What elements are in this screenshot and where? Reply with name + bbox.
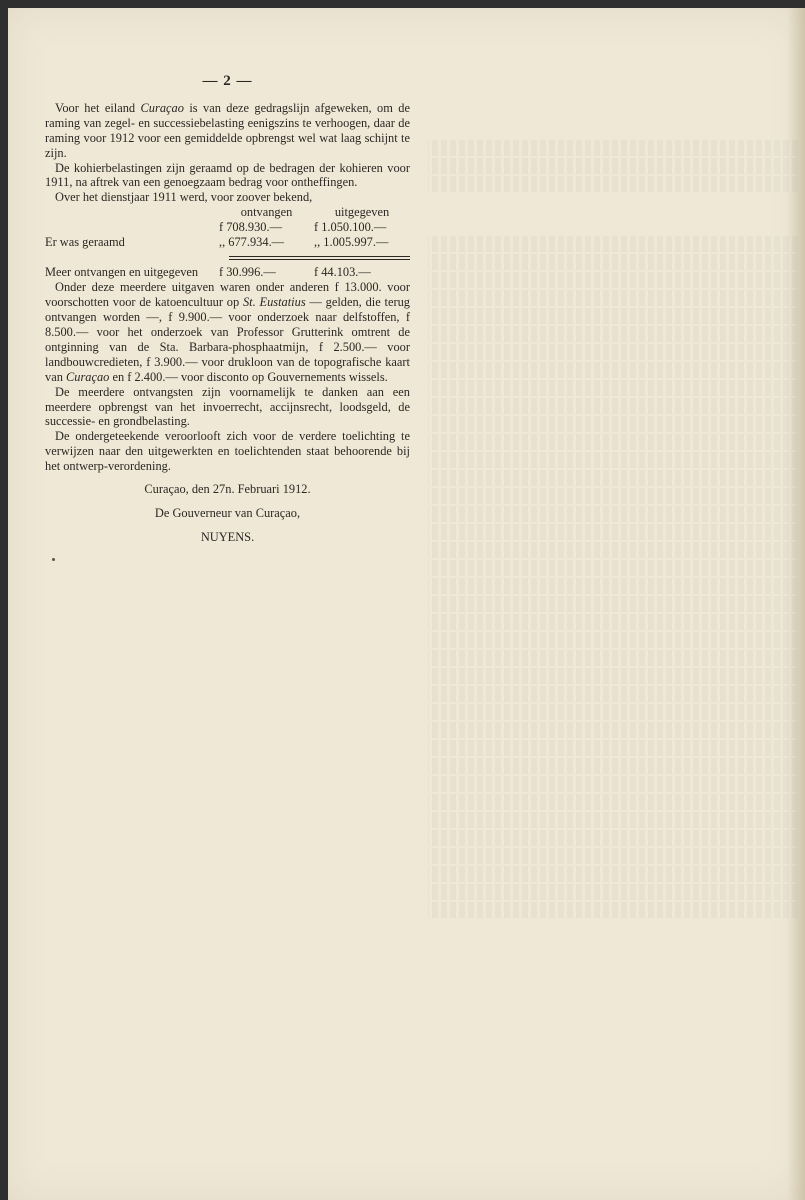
ledger-cell: f 30.996.— [219, 265, 276, 280]
ink-speck [52, 558, 55, 561]
document-page [8, 8, 805, 1200]
signatory-title: De Gouverneur van Curaçao, [154, 505, 301, 520]
ledger-table [45, 205, 410, 280]
ledger-cell: f 1.050.100.— [314, 220, 387, 235]
signature-block [45, 482, 410, 545]
paragraph-expenditures: Onder deze meerdere uitgaven waren onder anderen f 13.000. voor voorschotten voor de katoencultuur op St. Eustatius — gelden, die terug ontvangen worden —, f 9.900.— voor onderzoek naar delfstoffen, f 8.500.— voor het onderzoek van Professor Grutterink omtrent de ontginning van de Sta. Barbara-phosphaatmijn, f 2.500.— voor landbouwcredieten, f 3.900.— voor drukloon van de topografische kaart van Curaçao en f 2.400.— voor disconto op Gouvernements wissels. [45, 280, 410, 384]
signatory-name: NUYENS. [200, 529, 255, 544]
ledger-row-estimated [45, 235, 410, 250]
main-text-column [45, 74, 410, 554]
ledger-cell: f 44.103.— [314, 265, 371, 280]
place-date: Curaçao, den 27n. Februari 1912. [144, 482, 311, 497]
page-number: — 2 — [202, 73, 253, 89]
ledger-row-label: Meer ontvangen en uitgegeven [45, 265, 199, 280]
paragraph-dienstjaar: Over het dienstjaar 1911 werd, voor zoover bekend, [55, 190, 313, 205]
ledger-cell: f 708.930.— [219, 220, 282, 235]
ledger-row-difference [45, 265, 410, 280]
ledger-row-label: Er was geraamd [45, 235, 125, 250]
ledger-double-rule [229, 256, 410, 260]
ledger-row-actual [45, 220, 410, 235]
ledger-cell: ,, 1.005.997.— [314, 235, 389, 250]
ledger-cell: ,, 677.934.— [219, 235, 285, 250]
paragraph-kohier: De kohierbelastingen zijn geraamd op de bedragen der kohieren voor 1911, na aftrek van een genoegzaam bedrag voor ontheffingen. [45, 160, 410, 190]
paragraph-curacao-estimate: Voor het eiland Curaçao is van deze gedragslijn afgeweken, om de raming van zegel- en successiebelasting eenigszins te verhoogen, daar de raming voor 1912 voor een gemiddelde opbrengst wel wat laag schijnt te zijn. [45, 100, 410, 160]
paragraph-closing-remark: De ondergeteekende veroorlooft zich voor de verdere toelichting te verwijzen naar den uitgewerkten en toelichtenden staat behoorende bij het ontwerp-verordening. [45, 429, 410, 474]
ledger-col-ontvangen: ontvangen [240, 205, 293, 220]
bleed-through-reverse-side [428, 58, 798, 918]
ledger-col-uitgegeven: uitgegeven [334, 205, 390, 220]
ledger-header-row [45, 205, 410, 220]
paragraph-revenues: De meerdere ontvangsten zijn voornamelijk te danken aan een meerdere opbrengst van het invoerrecht, accijnsrecht, loodsgeld, de successie- en grondbelasting. [45, 384, 410, 429]
